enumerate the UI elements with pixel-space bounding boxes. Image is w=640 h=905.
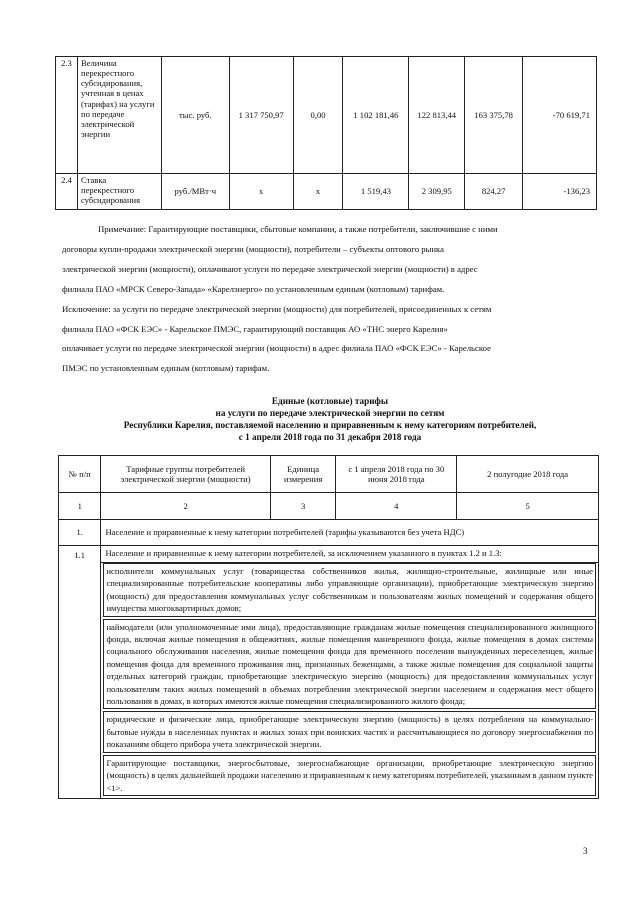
- section-title: [70, 395, 590, 443]
- row-unit: руб./МВт·ч: [161, 174, 229, 210]
- value-cell: 824,27: [465, 174, 523, 210]
- tariff-table: [58, 455, 599, 799]
- note-line: ПМЭС по установленным единым (котловым) тарифам.: [62, 363, 270, 374]
- value-cell: 122 813,44: [409, 57, 465, 174]
- column-number: 3: [270, 493, 336, 520]
- header-cell: Тарифные группы потребителей электрической энергии (мощности): [101, 456, 270, 493]
- table-row: [56, 174, 597, 210]
- row-number: 2.3: [56, 57, 78, 174]
- consumer-group: исполнители коммунальных услуг (товарищества собственников жилья, жилищно-строительные, жилищные или иные специализированные потребительские кооперативы либо управляющие организации), приобретающие электрическую энергию (мощность) для предоставления коммунальных услуг собственникам и пользователям жилых помещений и содержания общего имущества многоквартирных домов;: [103, 563, 596, 617]
- row-name: Величина перекрестного субсидирования, учтенная в ценах (тарифах) на услуги по передаче электрической энергии: [77, 57, 161, 174]
- table-row: [59, 546, 599, 799]
- note-line: Примечание: Гарантирующие поставщики, сбытовые компании, а также потребители, заключившие с ними: [98, 224, 498, 234]
- row-number: 1.1: [59, 546, 101, 799]
- value-cell: 1 317 750,97: [229, 57, 293, 174]
- row-name: Ставка перекрестного субсидирования: [77, 174, 161, 210]
- table-row: [56, 57, 597, 174]
- value-cell: 163 375,78: [465, 57, 523, 174]
- note-line: оплачивает услуги по передаче электрической энергии (мощности) в адрес филиала ПАО «ФСК ЕЭС» - Карельское: [62, 343, 491, 354]
- value-cell: -70 619,71: [523, 57, 597, 174]
- title-line: Единые (котловые) тарифы: [271, 396, 389, 406]
- title-line: с 1 апреля 2018 года по 31 декабря 2018 года: [238, 432, 422, 443]
- value-cell: 1 102 181,46: [343, 57, 409, 174]
- table-header-row: [59, 456, 599, 493]
- note-line: Исключение: за услуги по передаче электрической энергии (мощности) для потребителей, присоединенных к сетям: [62, 303, 492, 314]
- note-line: электрической энергии (мощности), оплачивают услуги по передаче электрической энергии (мощности) в адрес: [62, 263, 478, 274]
- note-line: договоры купли-продажи электрической энергии (мощности), потребители – субъекты оптового рынка: [62, 243, 444, 254]
- value-cell: 0,00: [293, 57, 343, 174]
- value-cell: 1 519,43: [343, 174, 409, 210]
- section-heading: Население и приравненные к нему категории потребителей (тарифы указываются без учета НДС): [101, 520, 599, 546]
- header-cell: 2 полугодие 2018 года: [457, 456, 599, 493]
- row-number: 1.: [59, 520, 101, 546]
- header-cell: с 1 апреля 2018 года по 30 июня 2018 года: [336, 456, 457, 493]
- row-unit: тыс. руб.: [161, 57, 229, 174]
- note-paragraph: [62, 220, 592, 379]
- subsection-heading: Население и приравненные к нему категории потребителей, за исключением указанного в пунктах 1.2 и 1.3:: [101, 546, 598, 563]
- top-table: [55, 56, 597, 210]
- note-line: филиала ПАО «ФСК ЕЭС» - Карельское ПМЭС, гарантирующий поставщик АО «ТНС энерго Карелия»: [62, 323, 448, 334]
- column-number-row: [59, 493, 599, 520]
- column-number: 2: [101, 493, 270, 520]
- title-line: на услуги по передаче электрической энергии по сетям: [215, 408, 445, 419]
- section-body: [101, 546, 599, 799]
- value-cell: х: [229, 174, 293, 210]
- value-cell: 2 309,95: [409, 174, 465, 210]
- row-number: 2.4: [56, 174, 78, 210]
- page-number: 3: [583, 846, 588, 856]
- consumer-group: Гарантирующие поставщики, энергосбытовые, энергоснабжающие организации, приобретающие электрическую энергию (мощность) в целях дальнейшей продажи населению и приравненным к нему категориям потребителей, указанным в данном пункте <1>.: [103, 755, 596, 796]
- column-number: 4: [336, 493, 457, 520]
- consumer-group: юридические и физические лица, приобретающие электрическую энергию (мощность) в целях потребления на коммунально-бытовые нужды в населенных пунктах и жилых зонах при воинских частях и рассчитывающиеся по договору энергоснабжения по показаниям общего прибора учета электрической энергии.: [103, 711, 596, 752]
- consumer-group: наймодатели (или уполномоченные ими лица), предоставляющие гражданам жилые помещения специализированного жилищного фонда, включая жилые помещения в общежитиях, жилые помещения маневренного фонда, жилые помещения в домах системы социального обслуживания населения, жилые помещения фонда для временного поселения вынужденных переселенцев, жилые помещения фонда для временного проживания лиц, признанных беженцами, а также жилые помещения для социальной защиты отдельных категорий граждан, приобретающие электрическую энергию (мощность) для предоставления коммунальных услуг пользователям таких жилых помещений в объемах потребления электрической энергии населением и содержания мест общего пользования в домах, в которых имеются жилые помещения специализированного жилого фонда;: [103, 619, 596, 710]
- value-cell: -136,23: [523, 174, 597, 210]
- column-number: 5: [457, 493, 599, 520]
- header-cell: Единица измерения: [270, 456, 336, 493]
- value-cell: х: [293, 174, 343, 210]
- header-cell: № п/п: [59, 456, 101, 493]
- title-line: Республики Карелия, поставляемой населению и приравненным к нему категориям потребителей,: [123, 420, 537, 431]
- note-line: филиала ПАО «МРСК Северо-Запада» «Карелэнерго» по установленным единым (котловым) тарифам.: [62, 283, 445, 294]
- column-number: 1: [59, 493, 101, 520]
- table-row: [59, 520, 599, 546]
